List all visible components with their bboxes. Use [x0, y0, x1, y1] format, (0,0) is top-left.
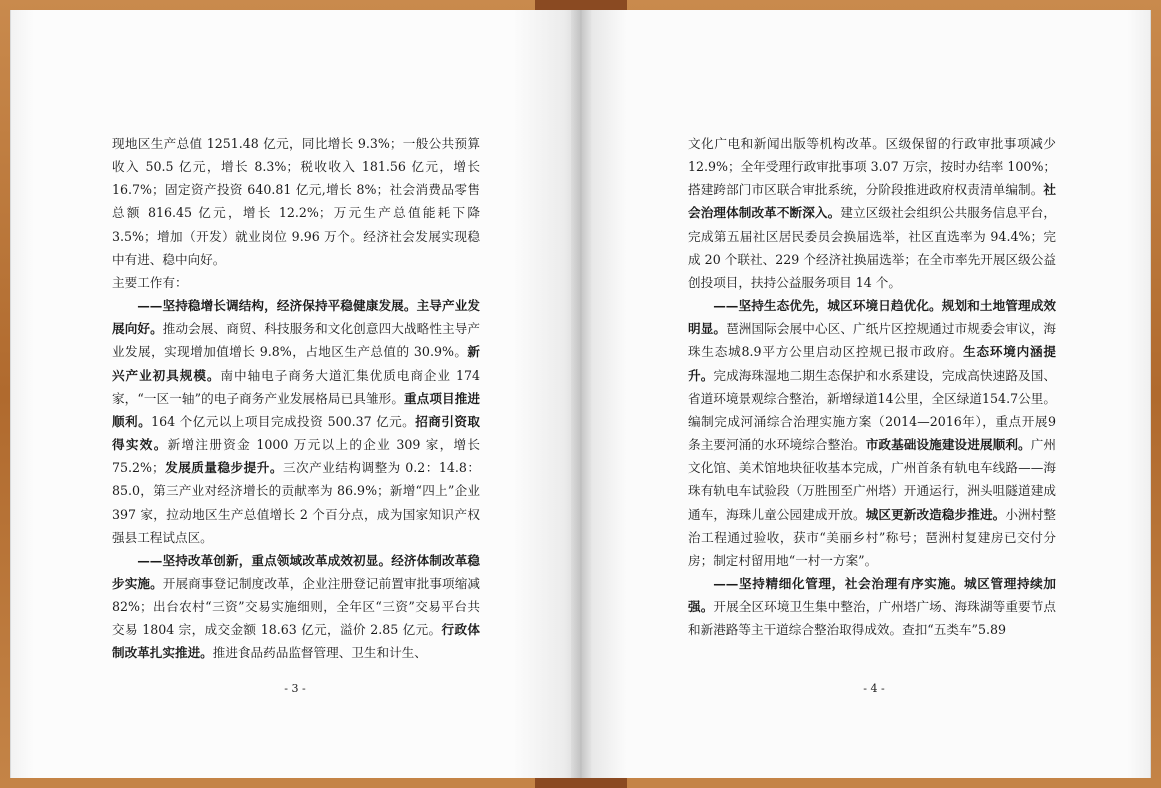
bold-heading-text: ——坚持精细化管理，社会治理有序实施。	[713, 575, 964, 591]
book-spine-bottom	[535, 778, 627, 788]
bold-heading-text: 行政体制改革扎实推进。	[112, 622, 480, 661]
body-text: 文化广电和新闻出版等机构改革。区级保留的行政审批事项减少 12.9%；全年受理行政审批事项 3.07 万宗，按时办结率 100%；搭建跨部门市区联合审批系统，分阶段推进政府权责清单编制。	[688, 136, 1056, 198]
paragraph	[112, 132, 480, 271]
left-page[interactable]	[10, 10, 581, 778]
body-text: 南中轴电子商务大道汇集优质电商企业 174 家，“一区一轴”的电子商务产业发展格局已具雏形。	[112, 367, 481, 406]
bold-heading-text: 城区更新改造稳步推进。	[865, 506, 1006, 522]
right-page[interactable]	[581, 10, 1151, 778]
bold-heading-text: 生态环境内涵提升。	[688, 344, 1057, 383]
left-page-number: - 3 -	[284, 682, 306, 695]
paragraph	[112, 271, 480, 294]
body-text: 开展全区环境卫生集中整治，广州塔广场、海珠湖等重要节点和新港路等主干道综合整治取得成效。查扣“五类车”5.89	[688, 599, 1057, 638]
body-text: 主要工作有：	[112, 274, 188, 290]
paragraph	[112, 294, 480, 549]
paragraph	[688, 294, 1056, 572]
body-text: 琶洲国际会展中心区、广纸片区控规通过市规委会审议，海珠生态城8.9平方公里启动区控规已报市政府。	[688, 321, 1057, 360]
body-text: 开展商事登记制度改革，企业注册登记前置审批事项缩减 82%；出台农村“三资”交易实施细则，全年区“三资”交易平台共交易 1804 宗，成交金额 18.63 亿元，溢价 2.85 亿元。	[112, 575, 481, 638]
bold-heading-text: 规划和土地管理成效明显。	[688, 298, 1057, 337]
body-text: 现地区生产总值 1251.48 亿元，同比增长 9.3%；一般公共预算收入 50.5 亿元，增长 8.3%；税收收入 181.56 亿元，增长 16.7%；固定资产投资 640.81 亿元,增长 8%；社会消费品零售总额 816.45 亿元，增长 12.2%；万元生产总值能耗下降 3.5%；增加（开发）就业岗位 9.96 万个。经济社会发展实现稳中有进、稳中向好。	[112, 136, 480, 267]
bold-heading-text: 重点项目推进顺利。	[112, 390, 480, 429]
book-spine-top	[535, 0, 627, 10]
body-text: 新增注册资金 1000 万元以上的企业 309 家，增长 75.2%；	[112, 437, 481, 476]
left-page-text	[112, 132, 480, 665]
book-gutter	[571, 10, 591, 778]
body-text: 广州文化馆、美术馆地块征收基本完成，广州首条有轨电车线路——海珠有轨电车试验段（万胜围至广州塔）开通运行，洲头咀隧道建成通车，海珠儿童公园建成开放。	[688, 437, 1057, 522]
body-text: 小洲村整治工程通过验收，获市“美丽乡村”称号；琶洲村复建房已交付分房；制定村留用地“一村一方案”。	[688, 506, 1057, 568]
body-text: 完成海珠湿地二期生态保护和水系建设，完成高快速路及国、省道环境景观综合整治，新增绿道14公里，全区绿道154.7公里。编制完成河涌综合治理实施方案（2014—2016年），重点开展9条主要河涌的水环境综合整治。	[688, 367, 1057, 453]
paragraph	[688, 572, 1056, 641]
bold-heading-text: 主导产业发展向好。	[112, 298, 481, 337]
bold-heading-text: ——坚持生态优先，城区环境日趋优化。	[713, 298, 942, 314]
bold-heading-text: 城区管理持续加强。	[688, 575, 1056, 615]
body-text: 三次产业结构调整为 0.2：14.8：85.0，第三产业对经济增长的贡献率为 86.9%；新增“四上”企业 397 家，拉动地区生产总值增长 2 个百分点，成为国家知识产权强县工程试点区。	[112, 460, 481, 545]
bold-heading-text: 新兴产业初具规模。	[112, 344, 480, 383]
right-page-number: - 4 -	[863, 682, 885, 695]
paragraph	[112, 549, 480, 665]
bold-heading-text: 经济体制改革稳步实施。	[112, 552, 481, 591]
paragraph	[688, 132, 1056, 294]
bold-heading-text: 发展质量稳步提升。	[164, 460, 283, 476]
bold-heading-text: 社会治理体制改革不断深入。	[688, 182, 1056, 221]
bold-heading-text: 市政基础设施建设进展顺利。	[865, 437, 1031, 453]
bold-heading-text: 招商引资取得实效。	[112, 413, 481, 453]
body-text: 164 个亿元以上项目完成投资 500.37 亿元。	[151, 413, 416, 429]
body-text: 推进食品药品监督管理、卫生和计生、	[212, 645, 427, 661]
bold-heading-text: ——坚持稳增长调结构，经济保持平稳健康发展。	[137, 298, 417, 314]
body-text: 建立区级社会组织公共服务信息平台，完成第五届社区居民委员会换届选举，社区直选率为 94.4%；完成 20 个联社、229 个经济社换届选举；在全市率先开展区级公益创投项目，扶持公益服务项目 14 个。	[688, 205, 1057, 290]
bold-heading-text: ——坚持改革创新，重点领域改革成效初显。	[137, 552, 392, 568]
body-text: 推动会展、商贸、科技服务和文化创意四大战略性主导产业发展，实现增加值增长 9.8%，占地区生产总值的 30.9%。	[112, 321, 481, 360]
right-page-text	[688, 132, 1056, 641]
